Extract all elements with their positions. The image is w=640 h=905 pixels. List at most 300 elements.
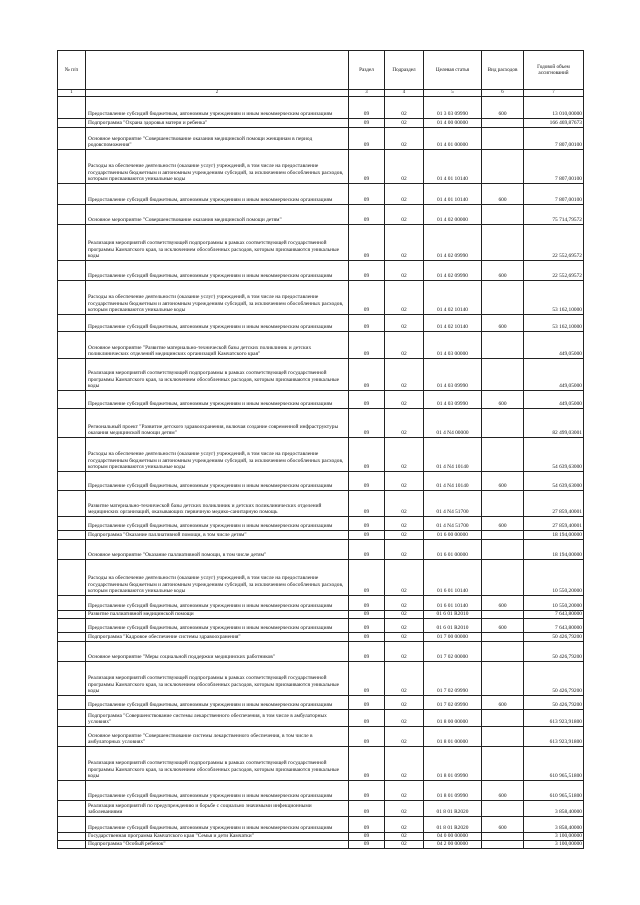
row-name-cell: Предоставление субсидий бюджетным, автономным учреждениям и иным некоммерческим организациям	[86, 97, 349, 119]
table-row	[58, 560, 584, 596]
row-subsection-cell: 02	[385, 472, 424, 491]
table-header-row	[58, 51, 584, 90]
row-amount-cell: 13 010,00000	[524, 97, 584, 119]
table-row	[58, 491, 584, 517]
row-section-cell: 09	[349, 332, 385, 359]
col-header-section: Раздел	[349, 51, 385, 90]
budget-table	[57, 50, 584, 849]
row-target-cell: 01 6 01 00000	[424, 540, 482, 560]
row-subsection-cell: 02	[385, 438, 424, 472]
row-number-cell	[58, 817, 86, 833]
row-number-cell	[58, 642, 86, 662]
row-name-cell: Основное мероприятие "Совершенствование оказания медицинской помощи детям"	[86, 205, 349, 225]
table-row	[58, 281, 584, 315]
row-amount-cell: 50 426,79200	[524, 642, 584, 662]
row-subsection-cell: 02	[385, 801, 424, 817]
row-number-cell	[58, 128, 86, 150]
row-amount-cell: 613 923,91800	[524, 710, 584, 727]
row-section-cell: 09	[349, 619, 385, 633]
row-expense-type-cell: 600	[482, 619, 524, 633]
row-section-cell: 09	[349, 633, 385, 642]
row-expense-type-cell	[482, 633, 524, 642]
row-number-cell	[58, 517, 86, 531]
table-row	[58, 225, 584, 261]
row-name-cell: Основное мероприятие "Совершенствование системы лекарственного обеспечения, в том числе в амбулаторных условиях"	[86, 727, 349, 747]
row-section-cell: 09	[349, 225, 385, 261]
row-expense-type-cell	[482, 833, 524, 841]
row-subsection-cell: 02	[385, 225, 424, 261]
row-name-cell: Реализация мероприятий соответствующей подпрограммы в рамках соответствующей государственной программы Камчатского края, за исключением обособленных расходов, которым присваиваются уникальные коды	[86, 747, 349, 781]
row-target-cell: 01 4 02 09990	[424, 225, 482, 261]
row-expense-type-cell	[482, 119, 524, 128]
row-amount-cell: 75 714,79572	[524, 205, 584, 225]
row-subsection-cell: 02	[385, 281, 424, 315]
table-row	[58, 119, 584, 128]
column-number: 3	[349, 90, 385, 97]
column-number: 5	[424, 90, 482, 97]
row-number-cell	[58, 710, 86, 727]
table-row	[58, 801, 584, 817]
row-subsection-cell: 02	[385, 662, 424, 696]
row-name-cell: Расходы на обеспечение деятельности (оказание услуг) учреждений, в том числе на предоставление государственным бюджетным и автономным учреждениям субсидий, за исключением обособленных расходов, которым присваиваются уникальные коды	[86, 150, 349, 184]
row-section-cell: 09	[349, 472, 385, 491]
row-target-cell: 01 4 N4 00000	[424, 409, 482, 438]
table-row	[58, 642, 584, 662]
row-subsection-cell: 02	[385, 747, 424, 781]
row-subsection-cell: 02	[385, 97, 424, 119]
row-subsection-cell: 02	[385, 727, 424, 747]
row-number-cell	[58, 150, 86, 184]
row-target-cell: 01 6 00 00000	[424, 531, 482, 540]
table-row	[58, 472, 584, 491]
row-section-cell: 09	[349, 119, 385, 128]
row-subsection-cell: 02	[385, 491, 424, 517]
row-amount-cell: 449,05000	[524, 332, 584, 359]
row-section-cell: 09	[349, 261, 385, 281]
row-expense-type-cell	[482, 727, 524, 747]
row-section-cell: 09	[349, 491, 385, 517]
row-expense-type-cell: 600	[482, 97, 524, 119]
row-number-cell	[58, 540, 86, 560]
row-name-cell: Предоставление субсидий бюджетным, автономным учреждениям и иным некоммерческим организациям	[86, 391, 349, 409]
row-name-cell: Государственная программа Камчатского края "Семья и дети Камчатки"	[86, 833, 349, 841]
row-expense-type-cell	[482, 225, 524, 261]
row-name-cell: Расходы на обеспечение деятельности (оказание услуг) учреждений, в том числе на предоставление государственным бюджетным и автономным учреждениям субсидий, за исключением обособленных расходов, которым присваиваются уникальные коды	[86, 560, 349, 596]
row-name-cell: Предоставление субсидий бюджетным, автономным учреждениям и иным некоммерческим организациям	[86, 472, 349, 491]
row-subsection-cell: 02	[385, 359, 424, 391]
row-amount-cell: 22 552,69572	[524, 225, 584, 261]
row-section-cell: 09	[349, 205, 385, 225]
row-expense-type-cell	[482, 150, 524, 184]
row-target-cell: 01 8 01 09990	[424, 781, 482, 801]
row-amount-cell: 54 639,63000	[524, 472, 584, 491]
col-header-name	[86, 51, 349, 90]
row-expense-type-cell	[482, 710, 524, 727]
table-row	[58, 205, 584, 225]
row-subsection-cell: 02	[385, 817, 424, 833]
table-row	[58, 359, 584, 391]
row-subsection-cell: 02	[385, 710, 424, 727]
row-name-cell: Предоставление субсидий бюджетным, автономным учреждениям и иным некоммерческим организациям	[86, 596, 349, 611]
row-name-cell: Предоставление субсидий бюджетным, автономным учреждениям и иным некоммерческим организациям	[86, 619, 349, 633]
row-section-cell: 09	[349, 817, 385, 833]
table-row	[58, 531, 584, 540]
row-target-cell: 01 8 01 09990	[424, 747, 482, 781]
row-section-cell: 09	[349, 727, 385, 747]
row-target-cell: 01 4 01 10140	[424, 184, 482, 205]
row-target-cell: 01 4 N4 10140	[424, 472, 482, 491]
row-amount-cell: 27 859,40001	[524, 517, 584, 531]
row-section-cell: 09	[349, 128, 385, 150]
row-number-cell	[58, 801, 86, 817]
row-target-cell: 01 4 00 00000	[424, 119, 482, 128]
table-body	[58, 97, 584, 849]
table-row	[58, 128, 584, 150]
row-section-cell: 09	[349, 531, 385, 540]
table-row	[58, 817, 584, 833]
row-expense-type-cell: 600	[482, 781, 524, 801]
row-section-cell: 09	[349, 696, 385, 710]
row-name-cell: Основное мероприятие "Оказание паллиативной помощи, в том числе детям"	[86, 540, 349, 560]
row-section-cell: 09	[349, 781, 385, 801]
row-subsection-cell: 02	[385, 150, 424, 184]
row-name-cell: Подпрограмма "Совершенствование системы лекарственного обеспечения, в том числе в амбулаторных условиях"	[86, 710, 349, 727]
row-amount-cell: 18 194,00000	[524, 540, 584, 560]
table-row	[58, 633, 584, 642]
row-target-cell: 01 4 N4 51700	[424, 491, 482, 517]
row-number-cell	[58, 281, 86, 315]
row-expense-type-cell	[482, 409, 524, 438]
row-target-cell: 01 6 01 R2010	[424, 611, 482, 619]
row-number-cell	[58, 619, 86, 633]
row-name-cell: Предоставление субсидий бюджетным, автономным учреждениям и иным некоммерческим организациям	[86, 817, 349, 833]
row-target-cell: 01 6 01 10140	[424, 596, 482, 611]
row-name-cell: Подпрограмма "Охрана здоровья матери и ребенка"	[86, 119, 349, 128]
row-subsection-cell: 02	[385, 833, 424, 841]
row-target-cell: 01 3 03 09990	[424, 97, 482, 119]
row-number-cell	[58, 560, 86, 596]
row-expense-type-cell: 600	[482, 391, 524, 409]
row-subsection-cell: 02	[385, 409, 424, 438]
table-row	[58, 315, 584, 332]
row-expense-type-cell: 600	[482, 315, 524, 332]
row-number-cell	[58, 611, 86, 619]
row-section-cell: 09	[349, 611, 385, 619]
table-row	[58, 696, 584, 710]
table-row	[58, 261, 584, 281]
row-number-cell	[58, 205, 86, 225]
row-number-cell	[58, 841, 86, 849]
row-number-cell	[58, 438, 86, 472]
budget-sheet	[57, 50, 583, 849]
table-row	[58, 97, 584, 119]
col-header-subsection: Подраздел	[385, 51, 424, 90]
row-expense-type-cell	[482, 332, 524, 359]
row-name-cell: Региональный проект "Развитие детского здравоохранения, включая создание современной инфраструктуры оказания медицинской помощи детям"	[86, 409, 349, 438]
row-amount-cell: 166 469,87673	[524, 119, 584, 128]
row-subsection-cell: 02	[385, 596, 424, 611]
row-expense-type-cell	[482, 359, 524, 391]
row-expense-type-cell	[482, 438, 524, 472]
row-amount-cell: 7 643,80000	[524, 611, 584, 619]
table-row	[58, 438, 584, 472]
row-target-cell: 01 4 02 09990	[424, 261, 482, 281]
column-number: 1	[58, 90, 86, 97]
row-number-cell	[58, 315, 86, 332]
row-subsection-cell: 02	[385, 128, 424, 150]
row-subsection-cell: 02	[385, 633, 424, 642]
table-row	[58, 781, 584, 801]
table-row	[58, 841, 584, 849]
row-expense-type-cell	[482, 540, 524, 560]
row-number-cell	[58, 184, 86, 205]
row-subsection-cell: 02	[385, 119, 424, 128]
table-row	[58, 517, 584, 531]
table-row	[58, 540, 584, 560]
row-expense-type-cell	[482, 560, 524, 596]
row-expense-type-cell	[482, 801, 524, 817]
row-number-cell	[58, 727, 86, 747]
row-amount-cell: 10 550,20000	[524, 596, 584, 611]
row-section-cell: 09	[349, 560, 385, 596]
row-expense-type-cell	[482, 281, 524, 315]
row-number-cell	[58, 409, 86, 438]
table-row	[58, 596, 584, 611]
row-expense-type-cell: 600	[482, 696, 524, 710]
row-expense-type-cell	[482, 128, 524, 150]
row-target-cell: 04 2 00 00000	[424, 841, 482, 849]
row-amount-cell: 50 426,79200	[524, 696, 584, 710]
row-section-cell: 09	[349, 841, 385, 849]
row-number-cell	[58, 747, 86, 781]
row-amount-cell: 3 100,00000	[524, 833, 584, 841]
row-number-cell	[58, 391, 86, 409]
row-name-cell: Реализация мероприятий соответствующей подпрограммы в рамках соответствующей государственной программы Камчатского края, за исключением обособленных расходов, которым присваиваются уникальные коды	[86, 662, 349, 696]
row-name-cell: Подпрограмма "Особый ребенок"	[86, 841, 349, 849]
row-subsection-cell: 02	[385, 781, 424, 801]
row-target-cell: 01 7 02 09990	[424, 696, 482, 710]
col-header-target: Целевая статья	[424, 51, 482, 90]
row-section-cell: 09	[349, 801, 385, 817]
row-amount-cell: 7 643,80000	[524, 619, 584, 633]
row-name-cell: Подпрограмма "Кадровое обеспечение системы здравоохранения"	[86, 633, 349, 642]
row-expense-type-cell: 600	[482, 184, 524, 205]
table-row	[58, 391, 584, 409]
row-name-cell: Реализация мероприятий по предупреждению и борьбе с социально значимыми инфекционными заболеваниями	[86, 801, 349, 817]
row-target-cell: 01 8 01 00000	[424, 727, 482, 747]
row-number-cell	[58, 696, 86, 710]
row-expense-type-cell	[482, 662, 524, 696]
row-subsection-cell: 02	[385, 315, 424, 332]
row-expense-type-cell: 600	[482, 596, 524, 611]
row-amount-cell: 82 499,03001	[524, 409, 584, 438]
row-target-cell: 01 4 03 09990	[424, 359, 482, 391]
row-number-cell	[58, 596, 86, 611]
row-target-cell: 01 6 01 10140	[424, 560, 482, 596]
row-target-cell: 04 0 00 00000	[424, 833, 482, 841]
row-section-cell: 09	[349, 281, 385, 315]
row-name-cell: Предоставление субсидий бюджетным, автономным учреждениям и иным некоммерческим организациям	[86, 781, 349, 801]
row-amount-cell: 27 859,40001	[524, 491, 584, 517]
row-name-cell: Реализация мероприятий соответствующей подпрограммы в рамках соответствующей государственной программы Камчатского края, за исключением обособленных расходов, которым присваиваются уникальные коды	[86, 225, 349, 261]
row-amount-cell: 3 100,00000	[524, 841, 584, 849]
row-expense-type-cell	[482, 841, 524, 849]
row-amount-cell: 54 639,63000	[524, 438, 584, 472]
row-expense-type-cell	[482, 611, 524, 619]
row-number-cell	[58, 332, 86, 359]
row-target-cell: 01 4 N4 10140	[424, 438, 482, 472]
row-target-cell: 01 4 01 10140	[424, 150, 482, 184]
row-section-cell: 09	[349, 391, 385, 409]
row-expense-type-cell: 600	[482, 261, 524, 281]
row-amount-cell: 610 965,51800	[524, 747, 584, 781]
table-row	[58, 611, 584, 619]
row-expense-type-cell	[482, 205, 524, 225]
col-header-expense-type: Вид расходов	[482, 51, 524, 90]
row-name-cell: Основное мероприятие "Меры социальной поддержки медицинских работников"	[86, 642, 349, 662]
row-section-cell: 09	[349, 642, 385, 662]
row-number-cell	[58, 781, 86, 801]
row-target-cell: 01 8 00 00000	[424, 710, 482, 727]
row-subsection-cell: 02	[385, 531, 424, 540]
row-name-cell: Предоставление субсидий бюджетным, автономным учреждениям и иным некоммерческим организациям	[86, 696, 349, 710]
table-row	[58, 409, 584, 438]
col-header-amount: Годовой объем ассигнований	[524, 51, 584, 90]
table-row	[58, 150, 584, 184]
table-row	[58, 727, 584, 747]
row-expense-type-cell	[482, 491, 524, 517]
row-amount-cell: 50 426,79200	[524, 633, 584, 642]
row-section-cell: 09	[349, 596, 385, 611]
row-target-cell: 01 4 02 10140	[424, 281, 482, 315]
row-amount-cell: 7 807,00100	[524, 150, 584, 184]
row-section-cell: 09	[349, 97, 385, 119]
row-subsection-cell: 02	[385, 332, 424, 359]
table-row	[58, 747, 584, 781]
row-subsection-cell: 02	[385, 184, 424, 205]
row-number-cell	[58, 833, 86, 841]
row-amount-cell: 22 552,69572	[524, 261, 584, 281]
row-expense-type-cell	[482, 642, 524, 662]
row-subsection-cell: 02	[385, 611, 424, 619]
row-target-cell: 01 7 02 09990	[424, 662, 482, 696]
row-target-cell: 01 7 02 00000	[424, 642, 482, 662]
row-name-cell: Предоставление субсидий бюджетным, автономным учреждениям и иным некоммерческим организациям	[86, 315, 349, 332]
row-section-cell: 09	[349, 438, 385, 472]
row-amount-cell: 50 426,79200	[524, 662, 584, 696]
row-target-cell: 01 7 00 00000	[424, 633, 482, 642]
row-expense-type-cell	[482, 531, 524, 540]
row-amount-cell: 18 194,00000	[524, 531, 584, 540]
column-number: 7	[524, 90, 584, 97]
col-header-number: № п/п	[58, 51, 86, 90]
row-subsection-cell: 02	[385, 205, 424, 225]
row-name-cell: Расходы на обеспечение деятельности (оказание услуг) учреждений, в том числе на предоставление государственным бюджетным и автономным учреждениям субсидий, за исключением обособленных расходов, которым присваиваются уникальные коды	[86, 438, 349, 472]
table-row	[58, 833, 584, 841]
table-row	[58, 619, 584, 633]
column-number: 6	[482, 90, 524, 97]
row-number-cell	[58, 633, 86, 642]
row-subsection-cell: 02	[385, 841, 424, 849]
row-amount-cell: 610 965,51800	[524, 781, 584, 801]
row-subsection-cell: 02	[385, 261, 424, 281]
row-amount-cell: 53 162,10000	[524, 315, 584, 332]
row-target-cell: 01 4 03 00000	[424, 332, 482, 359]
row-amount-cell: 53 162,10000	[524, 281, 584, 315]
row-subsection-cell: 02	[385, 642, 424, 662]
row-target-cell: 01 4 02 10140	[424, 315, 482, 332]
row-name-cell: Основное мероприятие "Развитие материально-технической базы детских поликлиник и детских поликлинических отделений медицинских организаций Камчатского края"	[86, 332, 349, 359]
row-name-cell: Развитие материально-технической базы детских поликлиник и детских поликлинических отделений медицинских организаций, оказывающих первичную медико-санитарную помощь	[86, 491, 349, 517]
row-section-cell: 09	[349, 662, 385, 696]
row-name-cell: Развитие паллиативной медицинской помощи	[86, 611, 349, 619]
row-section-cell: 09	[349, 359, 385, 391]
column-number-row	[58, 90, 584, 97]
row-target-cell: 01 4 02 00000	[424, 205, 482, 225]
row-subsection-cell: 02	[385, 391, 424, 409]
row-name-cell: Подпрограмма "Оказание паллиативной помощи, в том числе детям"	[86, 531, 349, 540]
table-row	[58, 710, 584, 727]
row-number-cell	[58, 119, 86, 128]
row-target-cell: 01 4 N4 51700	[424, 517, 482, 531]
row-amount-cell: 449,05000	[524, 359, 584, 391]
row-target-cell: 01 8 01 R2020	[424, 801, 482, 817]
row-number-cell	[58, 225, 86, 261]
row-number-cell	[58, 491, 86, 517]
column-number: 4	[385, 90, 424, 97]
column-number: 2	[86, 90, 349, 97]
row-target-cell: 01 4 01 00000	[424, 128, 482, 150]
table-row	[58, 184, 584, 205]
row-section-cell: 09	[349, 833, 385, 841]
row-subsection-cell: 02	[385, 696, 424, 710]
row-name-cell: Предоставление субсидий бюджетным, автономным учреждениям и иным некоммерческим организациям	[86, 261, 349, 281]
row-subsection-cell: 02	[385, 560, 424, 596]
row-section-cell: 09	[349, 517, 385, 531]
row-amount-cell: 7 807,00100	[524, 128, 584, 150]
row-section-cell: 09	[349, 710, 385, 727]
row-name-cell: Предоставление субсидий бюджетным, автономным учреждениям и иным некоммерческим организациям	[86, 184, 349, 205]
row-section-cell: 09	[349, 184, 385, 205]
row-amount-cell: 449,05000	[524, 391, 584, 409]
row-amount-cell: 10 550,20000	[524, 560, 584, 596]
row-section-cell: 09	[349, 747, 385, 781]
row-number-cell	[58, 97, 86, 119]
row-number-cell	[58, 472, 86, 491]
table-row	[58, 332, 584, 359]
row-amount-cell: 3 858,40000	[524, 801, 584, 817]
row-name-cell: Предоставление субсидий бюджетным, автономным учреждениям и иным некоммерческим организациям	[86, 517, 349, 531]
row-name-cell: Основное мероприятие "Совершенствование оказания медицинской помощи женщинам в период родовспоможения"	[86, 128, 349, 150]
row-expense-type-cell: 600	[482, 817, 524, 833]
row-target-cell: 01 8 01 R2020	[424, 817, 482, 833]
row-number-cell	[58, 261, 86, 281]
row-number-cell	[58, 531, 86, 540]
row-amount-cell: 7 807,00100	[524, 184, 584, 205]
row-target-cell: 01 4 03 09990	[424, 391, 482, 409]
row-name-cell: Реализация мероприятий соответствующей подпрограммы в рамках соответствующей государственной программы Камчатского края, за исключением обособленных расходов, которым присваиваются уникальные коды	[86, 359, 349, 391]
row-expense-type-cell: 600	[482, 472, 524, 491]
row-subsection-cell: 02	[385, 517, 424, 531]
row-section-cell: 09	[349, 315, 385, 332]
table-row	[58, 662, 584, 696]
row-section-cell: 09	[349, 150, 385, 184]
row-subsection-cell: 02	[385, 619, 424, 633]
row-expense-type-cell	[482, 747, 524, 781]
row-section-cell: 09	[349, 540, 385, 560]
row-section-cell: 09	[349, 409, 385, 438]
row-target-cell: 01 6 01 R2010	[424, 619, 482, 633]
